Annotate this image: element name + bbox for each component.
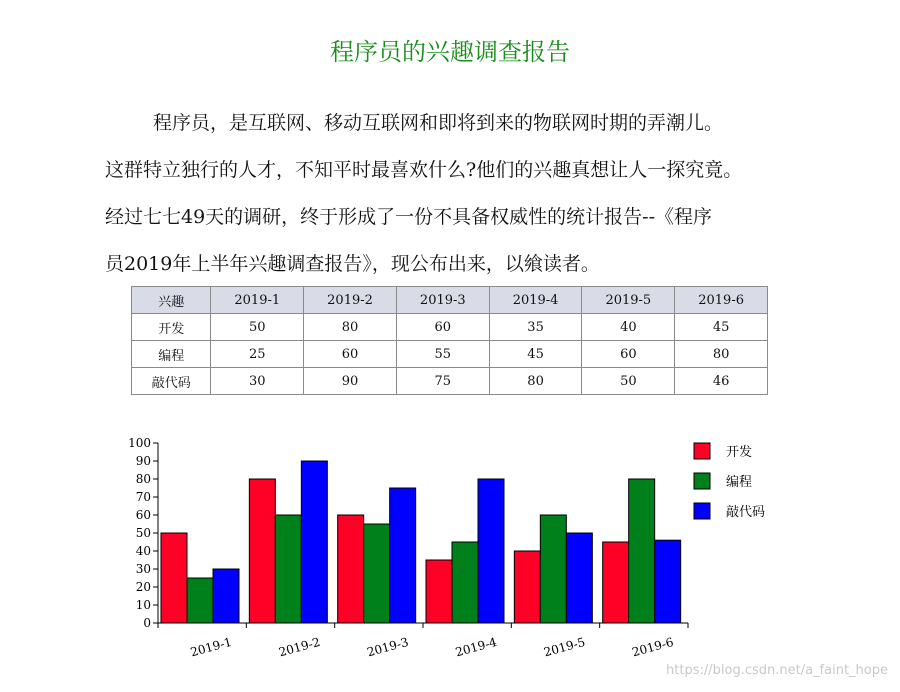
x-tick-label: 2019-2 [277, 634, 322, 660]
legend-label: 编程 [726, 475, 753, 490]
y-tick-label: 40 [135, 544, 151, 558]
table-cell: 46 [675, 368, 768, 395]
bar [390, 488, 416, 623]
table-cell: 编程 [132, 341, 211, 368]
x-tick-label: 2019-3 [365, 634, 411, 660]
bar [478, 479, 504, 623]
bar [655, 540, 681, 623]
bar [249, 479, 275, 623]
table-cell: 60 [582, 341, 675, 368]
table-cell: 80 [304, 314, 397, 341]
x-tick-label: 2019-4 [453, 634, 499, 660]
y-tick-label: 50 [135, 526, 151, 540]
table-cell: 30 [211, 368, 304, 395]
intro-line: 程序员，是互联网、移动互联网和即将到来的物联网时期的弄潮儿。 [153, 112, 724, 134]
bar [338, 515, 364, 623]
intro-line: 这群特立独行的人才，不知平时最喜欢什么?他们的兴趣真想让人一探究竟。 [105, 159, 743, 181]
header-cell: 2019-6 [675, 287, 768, 314]
bar [540, 515, 566, 623]
table-cell: 35 [489, 314, 582, 341]
table-cell: 45 [675, 314, 768, 341]
table-row [132, 314, 768, 341]
table-cell: 50 [211, 314, 304, 341]
header-cell: 兴趣 [132, 287, 211, 314]
x-tick-label: 2019-5 [542, 634, 587, 660]
legend-swatch [694, 503, 710, 519]
y-tick-label: 30 [135, 562, 151, 576]
x-tick-label: 2019-6 [630, 634, 676, 660]
table-cell: 50 [582, 368, 675, 395]
intro-line: 经过七七49天的调研，终于形成了一份不具备权威性的统计报告--《程序 [105, 206, 713, 228]
legend-label: 敲代码 [726, 505, 766, 520]
table-cell: 45 [489, 341, 582, 368]
table-row [132, 341, 768, 368]
bar [603, 542, 629, 623]
interest-table [131, 286, 768, 395]
table-cell: 60 [304, 341, 397, 368]
bar [301, 461, 327, 623]
table-cell: 40 [582, 314, 675, 341]
intro-line: 员2019年上半年兴趣调查报告》，现公布出来，以飨读者。 [105, 253, 600, 275]
table-header-row [132, 287, 768, 314]
header-cell: 2019-4 [489, 287, 582, 314]
table-cell: 60 [396, 314, 489, 341]
header-cell: 2019-5 [582, 287, 675, 314]
bar-chart [100, 430, 800, 670]
y-tick-label: 60 [135, 508, 151, 522]
y-tick-label: 80 [135, 472, 151, 486]
y-tick-label: 90 [135, 454, 151, 468]
table-cell: 75 [396, 368, 489, 395]
legend-label: 开发 [726, 445, 753, 460]
bar [161, 533, 187, 623]
y-tick-label: 0 [143, 616, 151, 630]
table-cell: 80 [489, 368, 582, 395]
bar [514, 551, 540, 623]
bar [629, 479, 655, 623]
page-title: 程序员的兴趣调查报告 [330, 38, 570, 66]
header-cell: 2019-2 [304, 287, 397, 314]
legend-swatch [694, 443, 710, 459]
y-tick-label: 20 [135, 580, 151, 594]
bar [426, 560, 452, 623]
bar [275, 515, 301, 623]
bar [213, 569, 239, 623]
header-cell: 2019-3 [396, 287, 489, 314]
table-cell: 开发 [132, 314, 211, 341]
bar [566, 533, 592, 623]
y-tick-label: 70 [135, 490, 151, 504]
bar [364, 524, 390, 623]
table-cell: 55 [396, 341, 489, 368]
bar [452, 542, 478, 623]
legend-swatch [694, 473, 710, 489]
table-cell: 敲代码 [132, 368, 211, 395]
table-cell: 80 [675, 341, 768, 368]
y-tick-label: 100 [128, 436, 151, 450]
table-cell: 25 [211, 341, 304, 368]
intro-paragraph [105, 100, 820, 288]
watermark: https://blog.csdn.net/a_faint_hope [666, 663, 888, 678]
table-row [132, 368, 768, 395]
table-cell: 90 [304, 368, 397, 395]
header-cell: 2019-1 [211, 287, 304, 314]
y-tick-label: 10 [135, 598, 151, 612]
bar [187, 578, 213, 623]
x-tick-label: 2019-1 [188, 634, 234, 660]
bar-chart-svg [100, 430, 800, 670]
